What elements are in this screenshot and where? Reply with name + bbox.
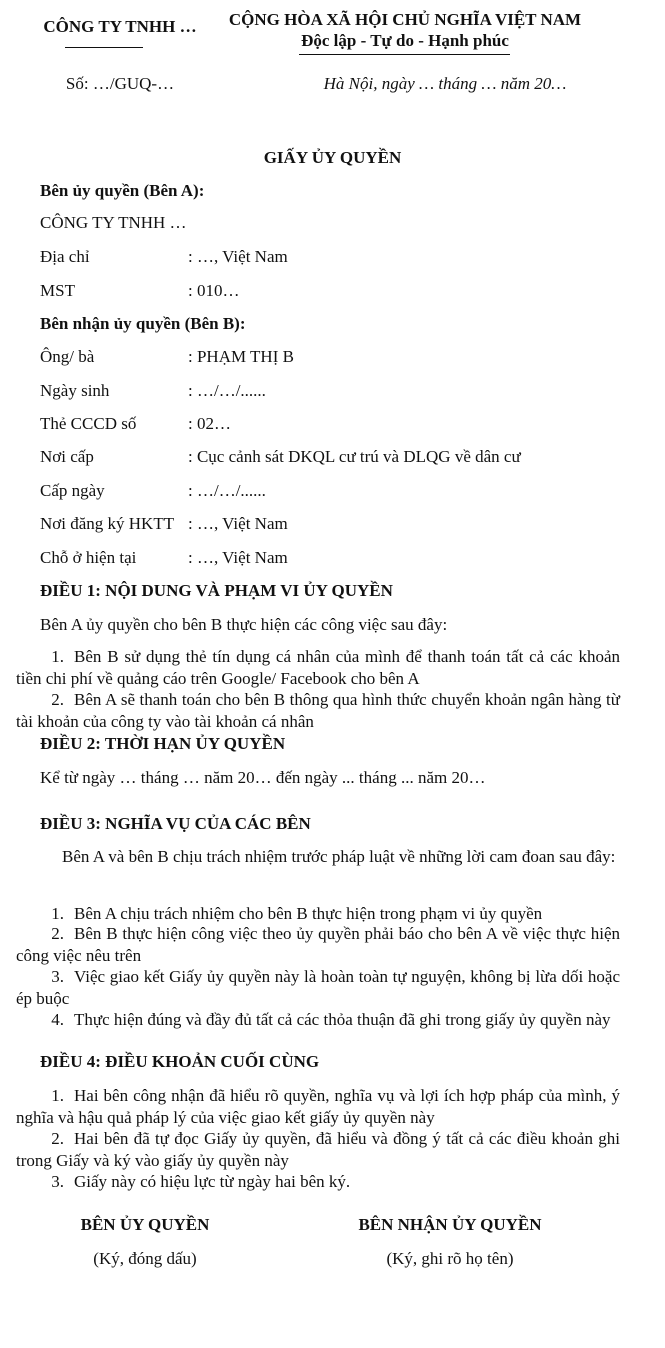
item-text: Bên B sử dụng thẻ tín dụng cá nhân của mình để thanh toán tất cả các khoản tiền chi phí về quảng cáo trên Google/ Facebook cho bên A (16, 647, 620, 688)
item-number: 2. (51, 1129, 64, 1148)
party-b-residence-row (40, 513, 288, 535)
article-3-item-3 (16, 966, 620, 1010)
company-underline (65, 47, 143, 48)
item-number: 2. (51, 924, 64, 943)
party-b-name-row (40, 346, 294, 368)
intro-text: Bên A và bên B chịu trách nhiệm trước pháp luật về những lời cam đoan sau đây: (62, 847, 616, 866)
field-label: Nơi cấp (40, 447, 94, 466)
field-value: : …, Việt Nam (188, 247, 288, 266)
item-number: 3. (51, 967, 64, 986)
item-text: Giấy này có hiệu lực từ ngày hai bên ký. (74, 1172, 351, 1191)
party-b-id-row (40, 413, 231, 435)
article-4-item-1 (16, 1085, 620, 1129)
article-1-intro: Bên A ủy quyền cho bên B thực hiện các công việc sau đây: (40, 615, 448, 634)
article-3-intro (16, 846, 620, 868)
field-value: : PHẠM THỊ B (188, 347, 294, 366)
item-number: 1. (51, 1086, 64, 1105)
party-b-heading: Bên nhận ủy quyền (Bên B): (40, 314, 246, 333)
article-2-heading: ĐIỀU 2: THỜI HẠN ỦY QUYỀN (40, 734, 286, 753)
party-a-address-row (40, 246, 288, 268)
field-label: Ngày sinh (40, 381, 110, 400)
item-number: 3. (51, 1172, 64, 1191)
signature-right-note: (Ký, ghi rõ họ tên) (386, 1249, 514, 1268)
signature-right-title: BÊN NHẬN ỦY QUYỀN (358, 1215, 542, 1234)
field-label: Địa chỉ (40, 247, 90, 266)
field-label: Nơi đăng ký HKTT (40, 514, 175, 533)
party-a-name: CÔNG TY TNHH … (40, 213, 187, 232)
company-name: CÔNG TY TNHH … (43, 17, 197, 36)
item-text: Hai bên đã tự đọc Giấy ủy quyền, đã hiểu và đồng ý tất cả các điều khoản ghi trong Giấy và ký vào giấy ủy quyền này (16, 1129, 620, 1170)
item-number: 1. (51, 904, 64, 923)
article-2-text: Kể từ ngày … tháng … năm 20… đến ngày ... tháng ... năm 20… (40, 768, 486, 787)
field-value: : 010… (188, 281, 240, 300)
item-number: 2. (51, 690, 64, 709)
field-label: MST (40, 281, 75, 300)
item-text: Bên B thực hiện công việc theo ủy quyền phải báo cho bên A về việc thực hiện công việc nêu trên (16, 924, 620, 965)
article-3-item-2 (16, 923, 620, 967)
item-text: Bên A sẽ thanh toán cho bên B thông qua hình thức chuyển khoản ngân hàng từ tài khoản của công ty vào tài khoản cá nhân (16, 690, 620, 731)
field-value: : 02… (188, 414, 231, 433)
item-text: Thực hiện đúng và đầy đủ tất cả các thỏa thuận đã ghi trong giấy ủy quyền này (74, 1010, 611, 1029)
field-value: : …/…/...... (188, 381, 266, 400)
article-1-item-2 (16, 689, 620, 733)
party-b-birthdate-row (40, 380, 266, 402)
item-number: 4. (51, 1010, 64, 1029)
item-text: Việc giao kết Giấy ủy quyền này là hoàn toàn tự nguyện, không bị lừa dối hoặc ép buộc (16, 967, 620, 1008)
signature-left-note: (Ký, đóng dấu) (93, 1249, 197, 1268)
field-label: Chỗ ở hiện tại (40, 548, 137, 567)
party-b-issue-date-row (40, 480, 266, 502)
article-4-heading: ĐIỀU 4: ĐIỀU KHOẢN CUỐI CÙNG (40, 1052, 320, 1071)
article-3-item-4 (16, 1009, 620, 1031)
field-value: : Cục cảnh sát DKQL cư trú và DLQG về dân cư (188, 447, 521, 466)
nation-title: CỘNG HÒA XÃ HỘI CHỦ NGHĨA VIỆT NAM (228, 10, 582, 29)
article-1-item-1 (16, 646, 620, 690)
article-4-item-2 (16, 1128, 620, 1172)
article-4-item-3 (16, 1171, 620, 1193)
signature-left-title: BÊN ỦY QUYỀN (80, 1215, 210, 1234)
item-text: Hai bên công nhận đã hiểu rõ quyền, nghĩa vụ và lợi ích hợp pháp của mình, ý nghĩa và hậu quả pháp lý của việc giao kết giấy ủy quyền này (16, 1086, 620, 1127)
field-label: Cấp ngày (40, 481, 105, 500)
place-date: Hà Nội, ngày … tháng … năm 20… (323, 74, 567, 93)
field-value: : …/…/...... (188, 481, 266, 500)
party-a-tax-row (40, 280, 239, 302)
field-value: : …, Việt Nam (188, 514, 288, 533)
national-motto: Độc lập - Tự do - Hạnh phúc (301, 31, 509, 50)
field-value: : …, Việt Nam (188, 548, 288, 567)
party-a-heading: Bên ủy quyền (Bên A): (40, 181, 205, 200)
party-b-issuer-row (40, 446, 521, 468)
article-1-heading: ĐIỀU 1: NỘI DUNG VÀ PHẠM VI ỦY QUYỀN (40, 581, 393, 600)
field-label: Thẻ CCCD số (40, 414, 137, 433)
document-number: Số: …/GUQ-… (65, 74, 175, 93)
article-3-heading: ĐIỀU 3: NGHĨA VỤ CỦA CÁC BÊN (40, 814, 311, 833)
motto-underline (299, 54, 510, 55)
document-title: GIẤY ỦY QUYỀN (263, 148, 402, 167)
field-label: Ông/ bà (40, 347, 95, 366)
party-b-current-address-row (40, 547, 288, 569)
item-number: 1. (51, 647, 64, 666)
article-3-item-1 (16, 903, 620, 925)
item-text: Bên A chịu trách nhiệm cho bên B thực hiện trong phạm vi ủy quyền (74, 904, 543, 923)
